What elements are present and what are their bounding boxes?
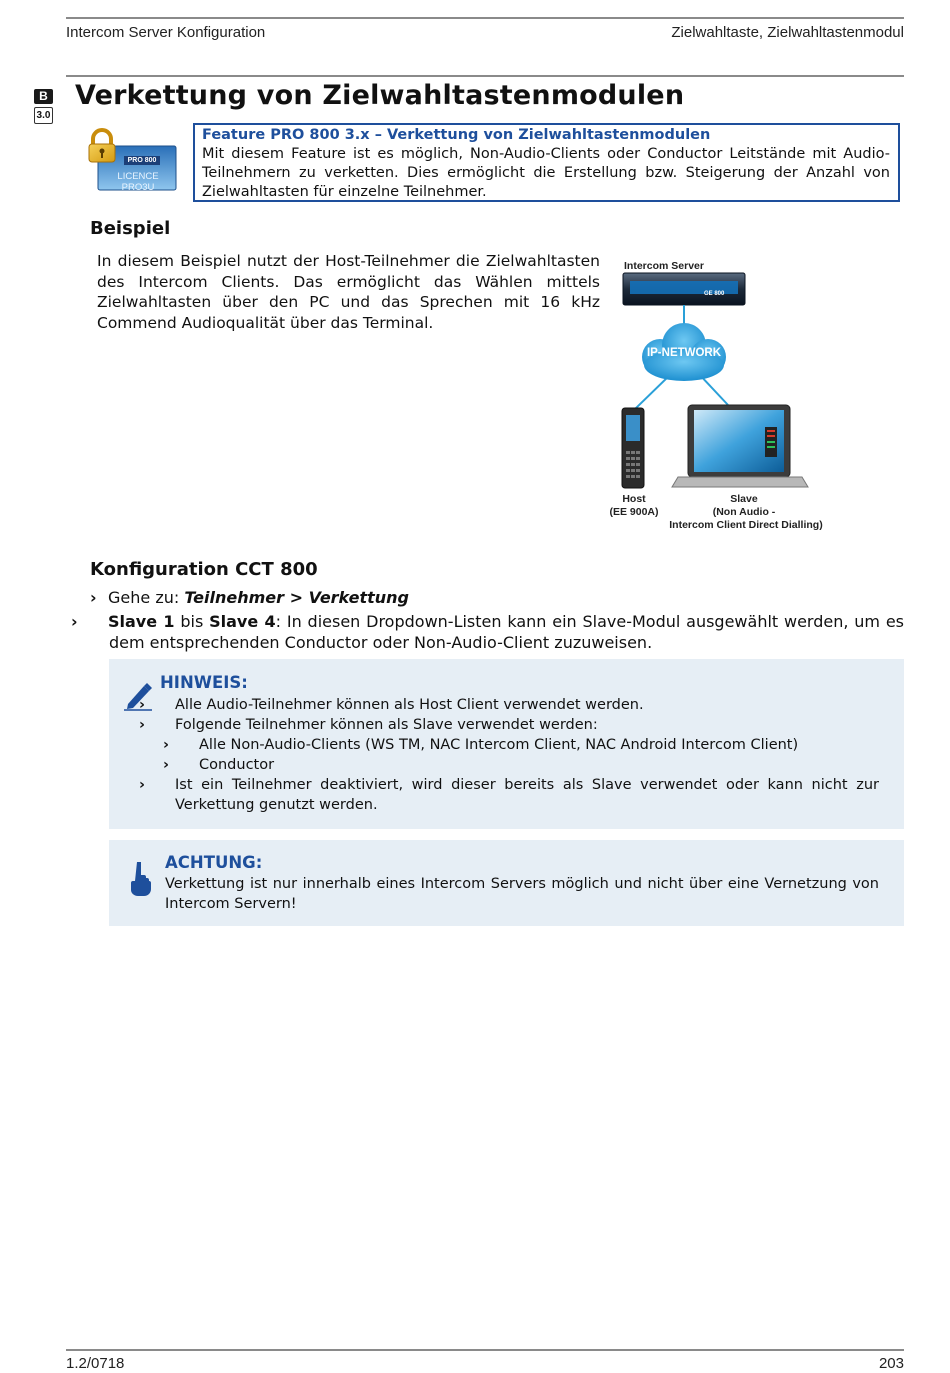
diagram-host-label-1: Host [622, 493, 646, 505]
pencil-icon [122, 679, 154, 711]
warning-text: Verkettung ist nur innerhalb eines Intercom Servers möglich und nicht über eine Vernetzung von Intercom Servern! [165, 876, 879, 912]
slave-4-label: Slave 4 [209, 612, 276, 631]
note-subitem [157, 755, 879, 775]
note-title: HINWEIS: [160, 673, 248, 692]
header-left-text: Intercom Server Konfiguration [66, 24, 266, 41]
slave-1-label: Slave 1 [108, 612, 175, 631]
feature-text: Mit diesem Feature ist es möglich, Non-Audio-Clients oder Conductor Leitstände mit Audio-Teilnehmern zu verketten. Dies ermöglicht die Erstellung bzw. Steigerung der Anzahl von Zielwahltasten für einzelne Teilnehmer. [202, 146, 890, 200]
example-text: In diesem Beispiel nutzt der Host-Teilnehmer die Zielwahltasten des Intercom Clients. Das ermöglicht das Wählen mittels Zielwahltasten über den PC und das Sprechen mit 16 kHz Commend Audioqualität über das Terminal. [97, 252, 600, 332]
chevron-right-icon: › [139, 777, 145, 793]
note-subitem-text: Conductor [199, 757, 275, 773]
config-step-2 [71, 611, 905, 653]
footer-rule [66, 1349, 904, 1351]
note-item-text: Ist ein Teilnehmer deaktiviert, wird dieser bereits als Slave verwendet oder kann nicht zur Verkettung genutzt werden. [175, 777, 879, 813]
note-box [109, 659, 904, 829]
header-bottom-rule [66, 75, 904, 77]
note-item [139, 695, 879, 715]
feature-title: Feature PRO 800 3.x – Verkettung von Zielwahltastenmodulen [202, 127, 711, 143]
chevron-right-icon: › [71, 612, 78, 631]
warning-title: ACHTUNG: [165, 853, 263, 872]
page-number: 203 [878, 1355, 904, 1372]
footer-version: 1.2/0718 [66, 1355, 125, 1372]
diagram-host-label-2: (EE 900A) [609, 506, 659, 518]
diagram-slave-label-1: Slave [730, 493, 758, 505]
chevron-right-icon: › [139, 697, 145, 713]
pointing-hand-icon [128, 860, 152, 896]
config-heading: Konfiguration CCT 800 [90, 559, 318, 580]
page-title: Verkettung von Zielwahltastenmodulen [75, 80, 685, 111]
example-heading: Beispiel [90, 218, 171, 239]
header-top-rule [66, 17, 904, 19]
diagram-slave-label-3: Intercom Client Direct Dialling) [669, 519, 823, 531]
menu-path: Teilnehmer > Verkettung [184, 588, 410, 607]
note-item [139, 775, 879, 815]
header-right-text: Zielwahltaste, Zielwahltastenmodul [671, 24, 904, 41]
license-icon [88, 126, 180, 192]
diagram-server-model: GE 800 [704, 291, 725, 297]
network-diagram [600, 255, 840, 535]
version-badge: 3.0 [34, 107, 53, 124]
note-item-text: Folgende Teilnehmer können als Slave verwendet werden: [175, 717, 598, 733]
diagram-slave-label-2: (Non Audio - [712, 506, 776, 518]
note-item-text: Alle Audio-Teilnehmer können als Host Client verwendet werden. [175, 697, 644, 713]
note-item [139, 715, 879, 735]
config-step-2-text: : In diesen Dropdown-Listen kann ein Slave-Modul ausgewählt werden, um es dem entsprechenden Conductor oder Non-Audio-Client zuzuweisen. [109, 612, 905, 652]
license-bottom-label: LICENCE PRO3U [117, 171, 159, 193]
config-step-1 [90, 587, 904, 608]
diagram-server-label: Intercom Server [624, 260, 704, 272]
note-list [139, 695, 879, 815]
chevron-right-icon: › [163, 737, 169, 753]
chapter-badge: B [34, 89, 53, 104]
note-subitem-text: Alle Non-Audio-Clients (WS TM, NAC Intercom Client, NAC Android Intercom Client) [199, 737, 799, 753]
chevron-right-icon: › [90, 588, 97, 607]
diagram-network-label: IP-NETWORK [646, 347, 722, 359]
chevron-right-icon: › [139, 717, 145, 733]
chevron-right-icon: › [163, 757, 169, 773]
config-step-2-mid: bis [174, 612, 210, 631]
license-top-label: PRO 800 [127, 157, 157, 164]
feature-box [193, 123, 900, 202]
note-subitem [157, 735, 879, 755]
config-step-1-prefix: Gehe zu: [108, 588, 185, 607]
warning-box [109, 840, 904, 926]
